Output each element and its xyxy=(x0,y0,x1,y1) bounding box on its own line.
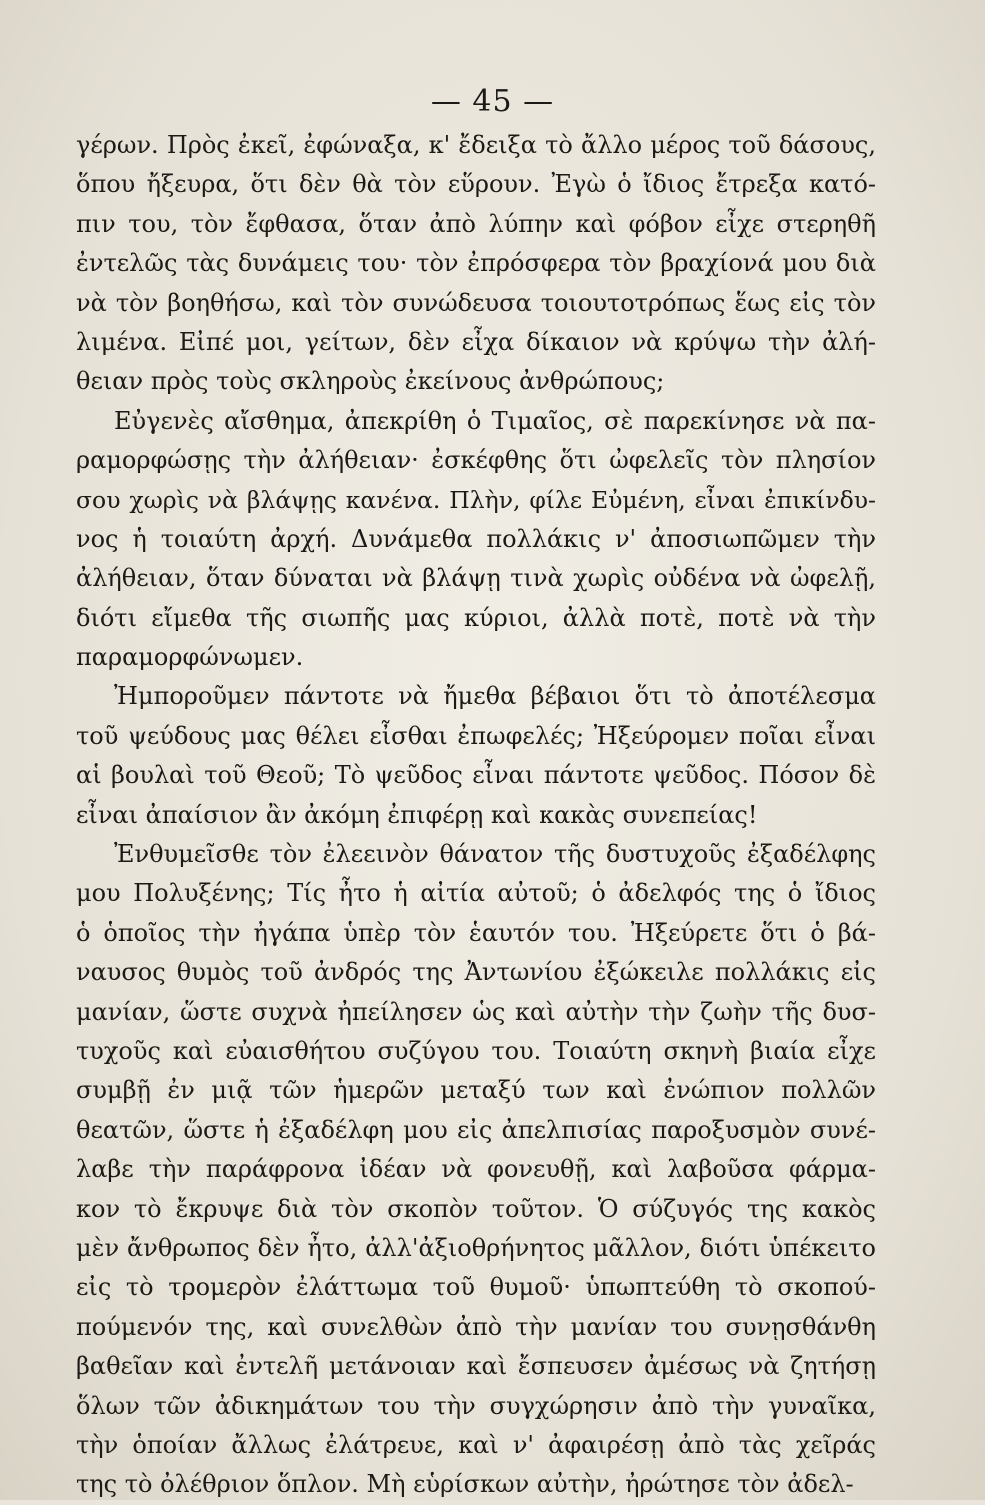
text-line: Ἠμποροῦμεν πάντοτε νὰ ἤμεθα βέβαιοι ὅτι τὸ ἀποτέλεσμα xyxy=(114,682,876,711)
text-line: τυχοῦς καὶ εὐαισθήτου συζύγου του. Τοιαύτη σκηνὴ βιαία εἶχε xyxy=(76,1036,876,1065)
text-line: παραμορφώνωμεν. xyxy=(76,643,304,672)
text-line: εἶναι ἀπαίσιον ἂν ἀκόμη ἐπιφέρῃ καὶ κακὰς συνεπείας! xyxy=(76,800,758,829)
paragraph xyxy=(76,835,876,1505)
text-line: μανίαν, ὥστε συχνὰ ἠπείλησεν ὡς καὶ αὐτὴν τὴν ζωὴν τῆς δυσ- xyxy=(76,997,876,1026)
text-line: κον τὸ ἔκρυψε διὰ τὸν σκοπὸν τοῦτον. Ὁ σύζυγός της κακὸς xyxy=(76,1194,876,1223)
text-line: Ἐνθυμεῖσθε τὸν ἐλεεινὸν θάνατον τῆς δυστυχοῦς ἐξαδέλφης xyxy=(114,840,876,869)
text-line: τοῦ ψεύδους μας θέλει εἶσθαι ἐπωφελές; Ἠξεύρομεν ποῖαι εἶναι xyxy=(76,721,876,750)
text-line: τὴν ὁποίαν ἄλλως ἐλάτρευε, καὶ ν' ἀφαιρέσῃ ἀπὸ τὰς χεῖράς xyxy=(76,1430,876,1459)
text-line: διότι εἴμεθα τῆς σιωπῆς μας κύριοι, ἀλλὰ ποτὲ, ποτὲ νὰ τὴν xyxy=(76,603,876,632)
text-line: ὁ ὁποῖος τὴν ἠγάπα ὑπὲρ τὸν ἑαυτόν του. Ἠξεύρετε ὅτι ὁ βά- xyxy=(76,918,876,947)
text-line: Εὐγενὲς αἴσθημα, ἀπεκρίθη ὁ Τιμαῖος, σὲ παρεκίνησε νὰ πα- xyxy=(114,406,876,435)
text-line: ὅλων τῶν ἀδικημάτων του τὴν συγχώρησιν ἀπὸ τὴν γυναῖκα, xyxy=(76,1391,876,1420)
paragraph xyxy=(76,402,876,678)
page-number: — 45 — xyxy=(430,84,555,119)
text-line: λιμένα. Εἰπέ μοι, γείτων, δὲν εἶχα δίκαιον νὰ κρύψω τὴν ἀλή- xyxy=(76,327,876,356)
text-line: ἐντελῶς τὰς δυνάμεις του· τὸν ἐπρόσφερα τὸν βραχίονά μου διὰ xyxy=(76,249,876,278)
paragraph xyxy=(76,126,876,402)
text-line: νος ἡ τοιαύτη ἀρχή. Δυνάμεθα πολλάκις ν' ἀποσιωπῶμεν τὴν xyxy=(76,524,876,553)
text-line: εἰς τὸ τρομερὸν ἐλάττωμα τοῦ θυμοῦ· ὑπωπτεύθη τὸ σκοπού- xyxy=(76,1273,876,1302)
text-line: συμβῇ ἐν μιᾷ τῶν ἡμερῶν μεταξύ των καὶ ἐνώπιον πολλῶν xyxy=(76,1076,876,1105)
text-line: σου χωρὶς νὰ βλάψῃς κανένα. Πλὴν, φίλε Εὐμένη, εἶναι ἐπικίνδυ- xyxy=(76,485,876,514)
text-line: αἱ βουλαὶ τοῦ Θεοῦ; Τὸ ψεῦδος εἶναι πάντοτε ψεῦδος. Πόσον δὲ xyxy=(76,761,876,790)
text-line: ὅπου ἤξευρα, ὅτι δὲν θὰ τὸν εὕρουν. Ἐγὼ ὁ ἴδιος ἔτρεξα κατό- xyxy=(76,170,876,199)
text-line: θειαν πρὸς τοὺς σκληροὺς ἐκείνους ἀνθρώπους; xyxy=(76,367,665,396)
text-line: βαθεῖαν καὶ ἐντελῆ μετάνοιαν καὶ ἔσπευσεν ἀμέσως νὰ ζητήσῃ xyxy=(76,1352,876,1381)
text-line: μου Πολυξένης; Τίς ἦτο ἡ αἰτία αὐτοῦ; ὁ ἀδελφός της ὁ ἴδιος xyxy=(76,879,876,908)
text-line: θεατῶν, ὥστε ἡ ἐξαδέλφη μου εἰς ἀπελπισίας παροξυσμὸν συνέ- xyxy=(76,1115,876,1144)
text-line: νὰ τὸν βοηθήσω, καὶ τὸν συνώδευσα τοιουτοτρόπως ἕως εἰς τὸν xyxy=(76,288,876,317)
text-line: πιν του, τὸν ἔφθασα, ὅταν ἀπὸ λύπην καὶ φόβον εἶχε στερηθῆ xyxy=(76,209,876,238)
text-line: ναυσος θυμὸς τοῦ ἀνδρός της Ἀντωνίου ἐξώκειλε πολλάκις εἰς xyxy=(76,958,876,987)
text-line: της τὸ ὀλέθριον ὅπλον. Μὴ εὑρίσκων αὐτὴν, ἠρώτησε τὸν ἀδελ- xyxy=(76,1470,854,1499)
text-line: πούμενόν της, καὶ συνελθὼν ἀπὸ τὴν μανίαν του συνῃσθάνθη xyxy=(76,1312,876,1341)
text-line: μὲν ἄνθρωπος δὲν ἦτο, ἀλλ'ἀξιοθρήνητος μᾶλλον, διότι ὑπέκειτο xyxy=(76,1233,876,1262)
paragraph xyxy=(76,677,876,835)
text-line: ραμορφώσῃς τὴν ἀλήθειαν· ἐσκέφθης ὅτι ὠφελεῖς τὸν πλησίον xyxy=(76,446,876,475)
text-line: γέρων. Πρὸς ἐκεῖ, ἐφώναξα, κ' ἔδειξα τὸ ἄλλο μέρος τοῦ δάσους, xyxy=(76,131,876,159)
body-text xyxy=(76,126,876,1505)
text-line: ἀλήθειαν, ὅταν δύναται νὰ βλάψῃ τινὰ χωρὶς οὐδένα νὰ ὠφελῇ, xyxy=(76,564,876,593)
text-line: λαβε τὴν παράφρονα ἰδέαν νὰ φονευθῇ, καὶ λαβοῦσα φάρμα- xyxy=(76,1155,876,1184)
